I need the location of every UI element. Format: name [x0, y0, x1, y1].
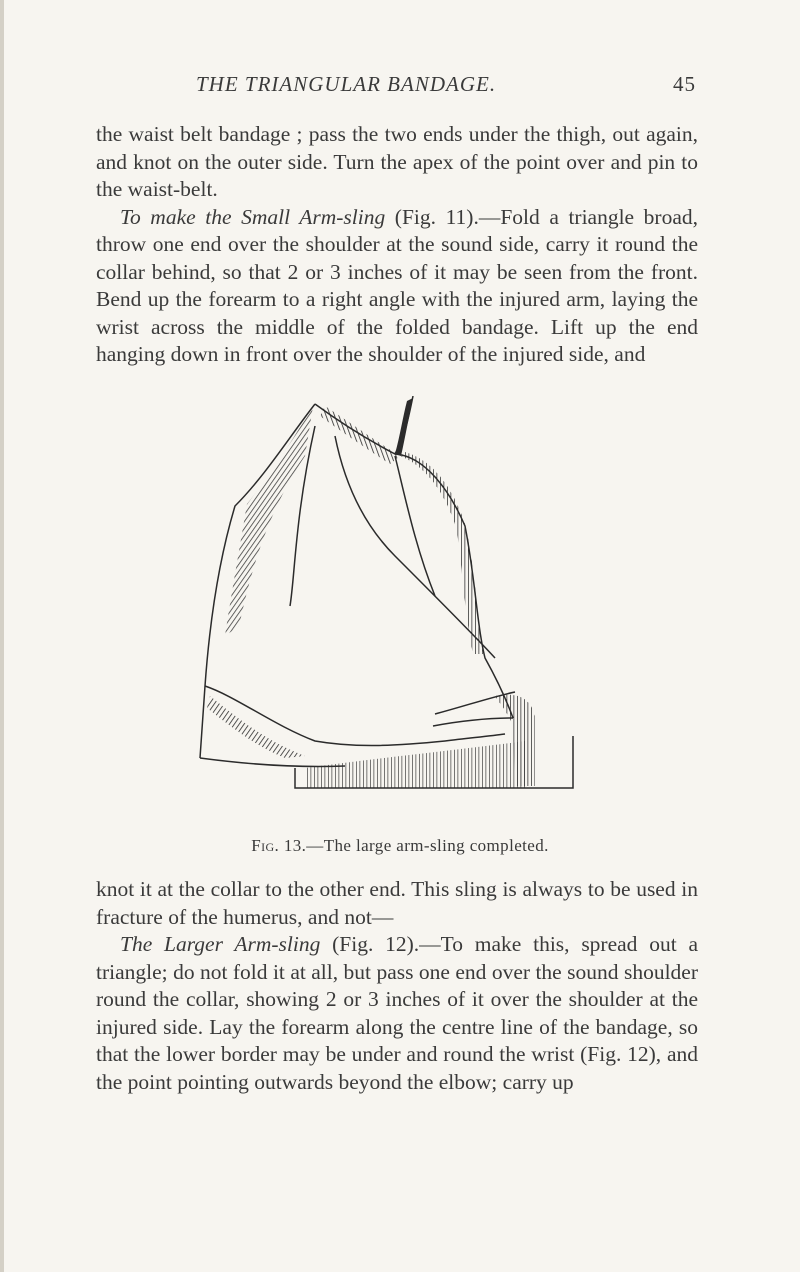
figure-caption-text: —The large arm-sling completed. — [306, 836, 549, 855]
page-number: 45 — [673, 72, 696, 96]
paragraph-knot-collar: knot it at the collar to the other end. This sling is always to be used in fracture of the humerus, and not— — [96, 877, 698, 929]
paragraph-waist-belt: the waist belt bandage ; pass the two ends under the thigh, out again, and knot on the outer side. Turn the apex of the point over and pin to the waist-belt. — [96, 122, 698, 201]
heading-larger-arm-sling: The Larger Arm-sling — [120, 932, 321, 956]
small-arm-sling-text: (Fig. 11).—Fold a triangle broad, throw one end over the shoulder at the sound side, carry it round the collar behind, so that 2 or 3 inches of it may be seen from the front. Bend up the forearm to a right angle with the injured arm, laying the wrist across the middle of the folded bandage. Lift up the end hanging down in front over the shoulder of the injured side, and — [96, 204, 698, 366]
larger-arm-sling-text: (Fig. 12).—To make this, spread out a triangle; do not fold it at all, but pass one end over the sound shoulder round the collar, showing 2 or 3 inches of it over the shoulder at the injured side. Lay the forearm along the centre line of the bandage, so that the lower border may be under and round the wrist (Fig. 12), and the point pointing outwards beyond the elbow; carry up — [96, 932, 698, 1094]
figure-caption — [0, 836, 800, 856]
paragraph-larger-arm-sling — [96, 931, 698, 1096]
paragraph-top — [96, 121, 698, 369]
arm-sling-illustration — [195, 396, 575, 792]
page-header — [96, 72, 696, 102]
figure-label: Fig. 13. — [251, 836, 307, 855]
paragraph-bottom — [96, 876, 698, 1096]
paragraph-small-arm-sling — [96, 204, 698, 369]
page-edge — [0, 0, 4, 1272]
running-title: THE TRIANGULAR BANDAGE. — [196, 72, 497, 96]
heading-small-arm-sling: To make the Small Arm-sling — [120, 204, 386, 229]
